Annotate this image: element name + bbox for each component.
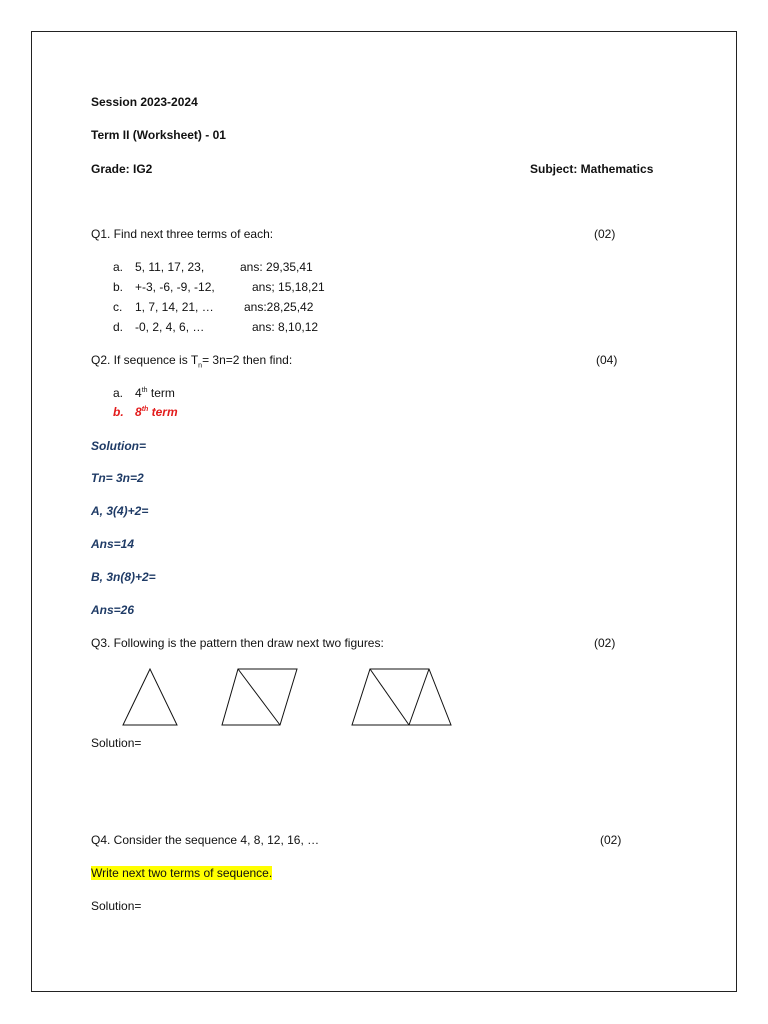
pattern-figure-2 bbox=[222, 669, 297, 725]
solution-line: Tn= 3n=2 bbox=[91, 471, 144, 485]
q3-solution: Solution= bbox=[91, 736, 142, 750]
item-sequence: -0, 2, 4, 6, … bbox=[135, 320, 205, 334]
q1-marks: (02) bbox=[594, 227, 616, 241]
solution-line: A, 3(4)+2= bbox=[91, 504, 149, 518]
q2-text-pre: Q2. If sequence is T bbox=[91, 353, 199, 367]
pattern-figure-3 bbox=[352, 669, 451, 725]
item-label: b. bbox=[113, 280, 124, 294]
highlighted-instruction: Write next two terms of sequence. bbox=[91, 866, 273, 880]
item-sequence: +-3, -6, -9, -12, bbox=[135, 280, 215, 294]
grade-text: Grade: IG2 bbox=[91, 162, 153, 176]
session-text: Session 2023-2024 bbox=[91, 95, 198, 109]
q2-marks: (04) bbox=[596, 353, 618, 367]
q2-subscript: n bbox=[198, 362, 203, 370]
q4-marks: (02) bbox=[600, 833, 622, 847]
item-sequence: 5, 11, 17, 23, bbox=[135, 260, 205, 274]
item-label: b. bbox=[113, 405, 124, 419]
item-label: c. bbox=[113, 300, 123, 314]
item-sequence: 1, 7, 14, 21, … bbox=[135, 300, 214, 314]
solution-heading: Solution= bbox=[91, 439, 146, 453]
item-answer: ans: 8,10,12 bbox=[252, 320, 319, 334]
item-sup: th bbox=[141, 387, 148, 394]
q4-text: Q4. Consider the sequence 4, 8, 12, 16, … bbox=[91, 833, 320, 847]
term-text: Term II (Worksheet) - 01 bbox=[91, 128, 226, 142]
item-answer: ans; 15,18,21 bbox=[252, 280, 325, 294]
q3-text: Q3. Following is the pattern then draw next two figures: bbox=[91, 636, 384, 650]
q2-text-post: = 3n=2 then find: bbox=[202, 353, 293, 367]
item-num: 8 bbox=[135, 405, 142, 419]
item-rest: term bbox=[150, 386, 175, 400]
item-label: a. bbox=[113, 260, 124, 274]
solution-line: B, 3n(8)+2= bbox=[91, 570, 156, 584]
q4-solution: Solution= bbox=[91, 899, 142, 913]
q1-text: Q1. Find next three terms of each: bbox=[91, 227, 274, 241]
solution-line: Ans=26 bbox=[91, 603, 135, 617]
item-answer: ans: 29,35,41 bbox=[240, 260, 313, 274]
item-label: a. bbox=[113, 386, 124, 400]
pattern-figure-1 bbox=[123, 669, 177, 725]
q3-marks: (02) bbox=[594, 636, 616, 650]
solution-line: Ans=14 bbox=[91, 537, 135, 551]
item-answer: ans:28,25,42 bbox=[244, 300, 314, 314]
item-label: d. bbox=[113, 320, 124, 334]
item-rest: term bbox=[151, 405, 178, 419]
subject-text: Subject: Mathematics bbox=[530, 162, 654, 176]
item-sup: th bbox=[141, 406, 149, 413]
q4-instruction bbox=[91, 866, 272, 880]
item-num: 4 bbox=[135, 386, 142, 400]
